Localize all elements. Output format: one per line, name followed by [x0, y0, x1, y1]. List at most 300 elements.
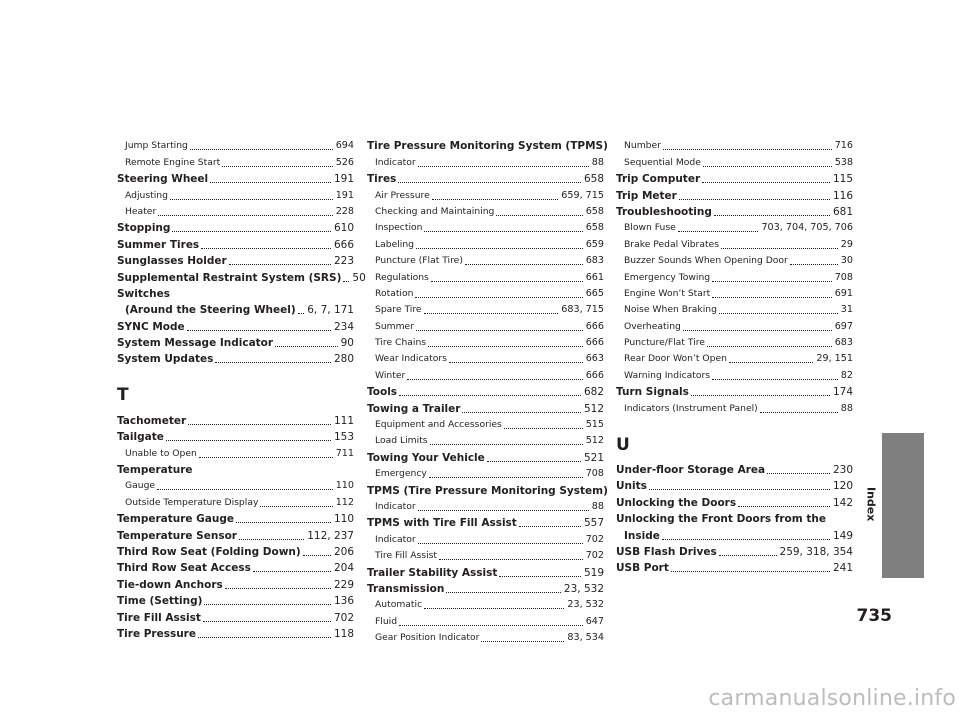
page-reference[interactable]: 661	[585, 271, 604, 283]
dot-leader	[236, 522, 331, 523]
page-reference[interactable]: 228	[335, 205, 354, 217]
page-reference[interactable]: 88	[591, 500, 604, 512]
dot-leader	[721, 248, 838, 249]
dot-leader	[398, 182, 581, 183]
dot-leader	[671, 571, 830, 572]
entry-term: Inside	[624, 529, 660, 542]
entry-term: Buzzer Sounds When Opening Door	[624, 255, 788, 267]
entry-term: Tire Pressure	[117, 627, 196, 640]
index-entry	[616, 494, 853, 510]
index-entry	[367, 515, 604, 531]
page-reference[interactable]: 682	[583, 386, 604, 399]
index-entry	[117, 527, 354, 543]
page-reference[interactable]: 512	[583, 402, 604, 415]
dot-leader	[790, 264, 838, 265]
index-entry	[117, 626, 354, 642]
entry-term: Emergency	[375, 468, 427, 480]
page-reference[interactable]: 112	[335, 496, 354, 508]
index-entry	[117, 253, 354, 269]
entry-term: Fluid	[375, 615, 398, 627]
index-entry	[616, 560, 853, 576]
entry-term: Sequential Mode	[624, 156, 701, 168]
dot-leader	[712, 281, 832, 282]
page-reference[interactable]: 29, 151	[816, 353, 853, 365]
page-reference[interactable]: 118	[333, 627, 354, 640]
dot-leader	[719, 313, 838, 314]
entry-term: System Message Indicator	[117, 337, 274, 350]
dot-leader	[663, 149, 832, 150]
entry-term: Units	[616, 480, 647, 493]
dot-leader	[496, 215, 582, 216]
entry-term: Brake Pedal Vibrates	[624, 238, 719, 250]
entry-term: System Updates	[117, 353, 214, 366]
page-reference[interactable]: 663	[585, 353, 604, 365]
index-subentry	[367, 318, 604, 334]
dot-leader	[714, 215, 830, 216]
page-reference[interactable]: 515	[585, 419, 604, 431]
index-subentry	[367, 335, 604, 351]
dot-leader	[407, 379, 582, 380]
index-entry	[117, 318, 354, 334]
page-reference[interactable]: 230	[832, 464, 853, 477]
entry-term: Trailer Stability Assist	[367, 566, 498, 579]
dot-leader	[298, 313, 305, 314]
page-reference[interactable]: 23, 532	[567, 599, 604, 611]
page-reference[interactable]: 136	[333, 595, 354, 608]
index-subentry	[616, 400, 853, 416]
index-subentry	[367, 220, 604, 236]
entry-term: Summer Tires	[117, 238, 200, 251]
index-subentry	[367, 302, 604, 318]
index-side-tab	[882, 433, 924, 578]
entry-term: USB Port	[616, 562, 669, 575]
dot-leader	[416, 330, 583, 331]
index-entry	[367, 581, 604, 597]
entry-term: Remote Engine Start	[125, 156, 221, 168]
dot-leader	[702, 182, 830, 183]
page-reference[interactable]: 666	[333, 238, 354, 251]
entry-term: Indicator	[375, 533, 416, 545]
entry-term: TPMS (Tire Pressure Monitoring System)	[367, 484, 608, 497]
index-subentry	[367, 531, 604, 547]
dot-leader	[203, 621, 331, 622]
entry-term: Blown Fuse	[624, 222, 676, 234]
page-reference[interactable]: 659, 715	[561, 189, 604, 201]
page-reference[interactable]: 658	[583, 173, 604, 186]
entry-term: Tools	[367, 386, 398, 399]
section-label: Index	[864, 486, 878, 522]
entry-term: Spare Tire	[375, 304, 422, 316]
page-reference[interactable]: 557	[583, 517, 604, 530]
index-entry	[616, 544, 853, 560]
index-subentry	[367, 187, 604, 203]
page-reference[interactable]: 683	[585, 255, 604, 267]
entry-term: Air Pressure	[375, 189, 430, 201]
entry-term: Under-floor Storage Area	[616, 464, 766, 477]
page-reference[interactable]: 88	[591, 156, 604, 168]
index-entry	[367, 384, 604, 400]
dot-leader	[465, 264, 583, 265]
page-reference[interactable]: 711	[335, 447, 354, 459]
index-subentry	[616, 154, 853, 170]
index-subentry	[117, 154, 354, 170]
dot-leader	[487, 461, 581, 462]
dot-leader	[662, 539, 830, 540]
dot-leader	[691, 395, 830, 396]
index-entry	[117, 302, 354, 318]
page-reference[interactable]: 234	[333, 320, 354, 333]
index-subentry	[616, 253, 853, 269]
page-reference[interactable]: 691	[834, 287, 853, 299]
entry-term: Time (Setting)	[117, 595, 203, 608]
entry-term: Jump Starting	[125, 140, 188, 152]
dot-leader	[158, 215, 332, 216]
page-reference[interactable]: 120	[832, 480, 853, 493]
dot-leader	[253, 571, 331, 572]
index-entry	[117, 269, 366, 285]
index-subentry	[616, 236, 853, 252]
dot-leader	[229, 264, 331, 265]
page-reference[interactable]: 521	[583, 451, 604, 464]
page-reference[interactable]: 665	[585, 287, 604, 299]
index-subentry	[367, 236, 604, 252]
dot-leader	[649, 489, 830, 490]
index-entry	[616, 204, 853, 220]
index-subentry	[367, 351, 604, 367]
index-subentry	[367, 630, 604, 646]
index-subentry	[367, 204, 604, 220]
entry-term: Tailgate	[117, 431, 164, 444]
dot-leader	[519, 526, 581, 527]
page-reference[interactable]: 204	[333, 562, 354, 575]
index-entry	[616, 478, 853, 494]
page-reference[interactable]: 191	[335, 189, 354, 201]
page-reference[interactable]: 191	[333, 173, 354, 186]
dot-leader	[418, 543, 583, 544]
dot-leader	[712, 297, 831, 298]
index-entry	[117, 412, 354, 428]
index-entry	[117, 576, 354, 592]
index-subentry	[367, 499, 604, 515]
index-subentry	[616, 318, 853, 334]
dot-leader	[418, 510, 589, 511]
entry-term: Engine Won’t Start	[624, 287, 711, 299]
page-reference[interactable]: 6, 7, 171	[307, 304, 354, 317]
index-entry	[616, 511, 853, 527]
page-reference[interactable]: 697	[834, 320, 853, 332]
index-entry	[616, 462, 853, 478]
entry-term: Equipment and Accessories	[375, 419, 502, 431]
index-entry	[117, 220, 354, 236]
index-entry	[616, 187, 853, 203]
index-subentry	[367, 466, 604, 482]
dot-leader	[428, 346, 583, 347]
entry-term: Gauge	[125, 480, 156, 492]
entry-term: Unable to Open	[125, 447, 197, 459]
index-subentry	[117, 494, 354, 510]
entry-term: Warning Indicators	[624, 369, 711, 381]
entry-term: Adjusting	[125, 189, 168, 201]
page-reference[interactable]: 702	[585, 550, 604, 562]
page-reference[interactable]: 23, 532	[563, 582, 604, 595]
dot-leader	[430, 444, 583, 445]
entry-term: TPMS with Tire Fill Assist	[367, 517, 517, 530]
page-reference[interactable]: 658	[585, 222, 604, 234]
page-reference[interactable]: 149	[832, 529, 853, 542]
entry-term: Emergency Towing	[624, 271, 711, 283]
page-reference[interactable]: 174	[832, 386, 853, 399]
page-reference[interactable]: 683	[834, 337, 853, 349]
index-entry	[117, 511, 354, 527]
index-entry	[117, 335, 354, 351]
page-reference[interactable]: 31	[840, 304, 853, 316]
index-column-3	[616, 138, 853, 576]
section-letter: U	[616, 434, 630, 455]
entry-term: Outside Temperature Display	[125, 496, 259, 508]
index-subentry	[367, 613, 604, 629]
dot-leader	[499, 576, 581, 577]
entry-term: Trip Computer	[616, 173, 701, 186]
dot-leader	[399, 625, 583, 626]
dot-leader	[166, 440, 331, 441]
page-reference[interactable]: 683, 715	[561, 304, 604, 316]
page-reference[interactable]: 110	[333, 513, 354, 526]
entry-term: Stopping	[117, 222, 171, 235]
entry-term: Transmission	[367, 582, 445, 595]
entry-term: Tire Fill Assist	[117, 611, 201, 624]
page-reference[interactable]: 110	[335, 480, 354, 492]
entry-term: Tie-down Anchors	[117, 578, 223, 591]
dot-leader	[170, 199, 333, 200]
entry-term: Summer	[375, 320, 414, 332]
entry-term: Turn Signals	[616, 386, 689, 399]
page-reference[interactable]: 142	[832, 496, 853, 509]
dot-leader	[215, 362, 331, 363]
dot-leader	[767, 473, 830, 474]
page-reference[interactable]: 50	[352, 271, 366, 284]
page-reference[interactable]: 610	[333, 222, 354, 235]
page-reference[interactable]: 708	[585, 468, 604, 480]
entry-term: Indicators (Instrument Panel)	[624, 402, 758, 414]
entry-term: Temperature	[117, 464, 193, 477]
index-entry	[117, 286, 354, 302]
page-reference[interactable]: 708	[834, 271, 853, 283]
entry-term: Steering Wheel	[117, 173, 209, 186]
index-subentry	[616, 302, 853, 318]
dot-leader	[399, 395, 581, 396]
dot-leader	[439, 559, 583, 560]
index-entry	[117, 236, 354, 252]
page-reference[interactable]: 111	[333, 414, 354, 427]
dot-leader	[157, 489, 333, 490]
index-entry	[117, 560, 354, 576]
entry-term: Third Row Seat (Folding Down)	[117, 545, 301, 558]
dot-leader	[432, 199, 559, 200]
dot-leader	[703, 166, 832, 167]
entry-term: SYNC Mode	[117, 320, 185, 333]
dot-leader	[462, 412, 581, 413]
dot-leader	[187, 330, 331, 331]
index-subentry	[117, 478, 354, 494]
dot-leader	[424, 608, 564, 609]
page-reference[interactable]: 538	[834, 156, 853, 168]
entry-term: Rotation	[375, 287, 414, 299]
page-reference[interactable]: 280	[333, 353, 354, 366]
page-reference[interactable]: 30	[840, 255, 853, 267]
index-subentry	[367, 417, 604, 433]
page-reference[interactable]: 666	[585, 369, 604, 381]
entry-term: Towing a Trailer	[367, 402, 461, 415]
page-reference[interactable]: 703, 704, 705, 706	[761, 222, 853, 234]
page-reference[interactable]: 206	[333, 545, 354, 558]
dot-leader	[679, 199, 830, 200]
page-reference[interactable]: 29	[840, 238, 853, 250]
entry-term: Tire Chains	[375, 337, 427, 349]
entry-term: Third Row Seat Access	[117, 562, 251, 575]
dot-leader	[678, 231, 759, 232]
page-reference[interactable]: 647	[585, 615, 604, 627]
index-subentry	[367, 269, 604, 285]
index-entry	[117, 351, 354, 367]
entry-term: Troubleshooting	[616, 205, 712, 218]
page-reference[interactable]: 659	[585, 238, 604, 250]
page-reference[interactable]: 666	[585, 337, 604, 349]
entry-term: (Around the Steering Wheel)	[125, 304, 296, 317]
index-subentry	[367, 433, 604, 449]
dot-leader	[729, 362, 813, 363]
dot-leader	[225, 588, 331, 589]
index-column-1	[117, 138, 366, 642]
entry-term: Towing Your Vehicle	[367, 451, 485, 464]
page-reference[interactable]: 88	[840, 402, 853, 414]
index-entry	[367, 138, 608, 154]
dot-leader	[424, 313, 559, 314]
entry-term: Indicator	[375, 156, 416, 168]
index-subentry	[367, 367, 604, 383]
index-subentry	[117, 138, 354, 154]
index-entry	[117, 544, 354, 560]
index-subentry	[367, 548, 604, 564]
index-subentry	[616, 286, 853, 302]
entry-term: Puncture/Flat Tire	[624, 337, 705, 349]
page-reference[interactable]: 223	[333, 255, 354, 268]
index-entry	[367, 400, 604, 416]
index-column-2	[367, 138, 608, 646]
page-reference[interactable]: 526	[335, 156, 354, 168]
page-number: 735	[856, 606, 892, 626]
index-subentry	[117, 445, 354, 461]
dot-leader	[275, 346, 338, 347]
page-reference[interactable]: 716	[834, 140, 853, 152]
entry-term: Load Limits	[375, 435, 428, 447]
index-subentry	[367, 253, 604, 269]
entry-term: Indicator	[375, 500, 416, 512]
dot-leader	[424, 231, 582, 232]
dot-leader	[222, 166, 332, 167]
dot-leader	[198, 637, 331, 638]
dot-leader	[738, 506, 830, 507]
dot-leader	[199, 457, 333, 458]
dot-leader	[239, 539, 304, 540]
page-reference[interactable]: 681	[832, 205, 853, 218]
dot-leader	[190, 149, 333, 150]
entry-term: Puncture (Flat Tire)	[375, 255, 463, 267]
dot-leader	[446, 592, 561, 593]
dot-leader	[416, 248, 583, 249]
entry-term: Trip Meter	[616, 189, 677, 202]
page-reference[interactable]: 666	[585, 320, 604, 332]
index-subentry	[367, 154, 604, 170]
page-reference[interactable]: 153	[333, 431, 354, 444]
dot-leader	[303, 555, 331, 556]
page-reference[interactable]: 658	[585, 205, 604, 217]
dot-leader	[504, 428, 583, 429]
entry-term: Automatic	[375, 599, 423, 611]
dot-leader	[449, 362, 583, 363]
page-reference[interactable]: 90	[340, 337, 354, 350]
dot-leader	[204, 604, 331, 605]
index-entry	[367, 171, 604, 187]
page-reference[interactable]: 702	[333, 611, 354, 624]
dot-leader	[429, 477, 583, 478]
index-entry	[117, 429, 354, 445]
page-reference[interactable]: 116	[832, 189, 853, 202]
index-subentry	[616, 138, 853, 154]
page-reference[interactable]: 259, 318, 354	[779, 545, 853, 558]
section-letter: T	[117, 385, 129, 406]
dot-leader	[481, 641, 564, 642]
index-subentry	[117, 187, 354, 203]
page-reference[interactable]: 702	[585, 533, 604, 545]
page-reference[interactable]: 694	[335, 140, 354, 152]
dot-leader	[201, 248, 331, 249]
dot-leader	[712, 379, 838, 380]
entry-term: Sunglasses Holder	[117, 255, 227, 268]
entry-term: Inspection	[375, 222, 423, 234]
page-reference[interactable]: 229	[333, 578, 354, 591]
entry-term: Rear Door Won’t Open	[624, 353, 727, 365]
entry-term: Tire Pressure Monitoring System (TPMS)	[367, 140, 608, 153]
page-reference[interactable]: 82	[840, 369, 853, 381]
entry-term: Tires	[367, 173, 397, 186]
page-reference[interactable]: 512	[585, 435, 604, 447]
index-subentry	[367, 286, 604, 302]
index-entry	[367, 449, 604, 465]
dot-leader	[172, 231, 331, 232]
page-reference[interactable]: 112, 237	[307, 529, 354, 542]
dot-leader	[707, 346, 832, 347]
page-reference[interactable]: 115	[832, 173, 853, 186]
index-subentry	[367, 597, 604, 613]
index-entry	[117, 462, 354, 478]
page-reference[interactable]: 83, 534	[567, 632, 604, 644]
entry-term: Wear Indicators	[375, 353, 447, 365]
index-subentry	[616, 367, 853, 383]
index-subentry	[117, 204, 354, 220]
dot-leader	[760, 412, 838, 413]
dot-leader	[188, 424, 331, 425]
index-entry	[616, 171, 853, 187]
index-subentry	[616, 351, 853, 367]
page-reference[interactable]: 519	[583, 566, 604, 579]
entry-term: Winter	[375, 369, 406, 381]
entry-term: Heater	[125, 205, 157, 217]
entry-term: Regulations	[375, 271, 429, 283]
entry-term: Supplemental Restraint System (SRS)	[117, 271, 342, 284]
index-subentry	[616, 220, 853, 236]
entry-term: Tire Fill Assist	[375, 550, 438, 562]
page-reference[interactable]: 241	[832, 562, 853, 575]
